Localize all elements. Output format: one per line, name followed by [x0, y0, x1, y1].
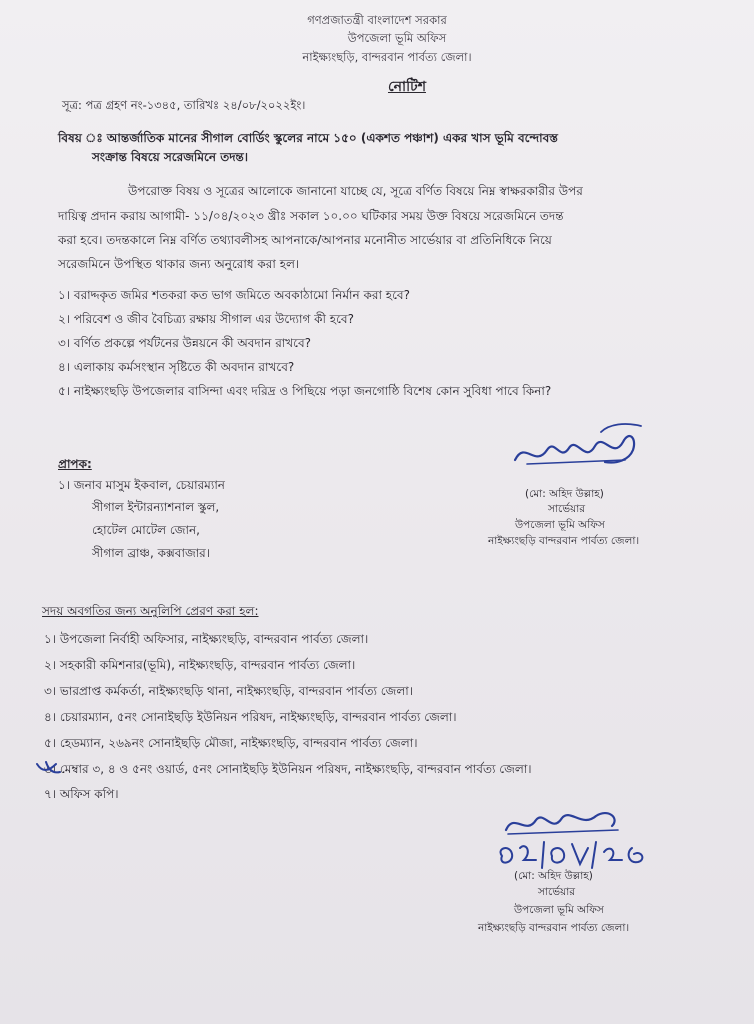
signatory-location: নাইক্ষ্যংছড়ি বান্দরবান পার্বত্য জেলা।: [478, 922, 630, 934]
copy-item: ২। সহকারী কমিশনার(ভূমি), নাইক্ষ্যংছড়ি, বান্দরবান পার্বত্য জেলা।: [44, 658, 356, 672]
question-item: ৩। বর্ণিত প্রকল্পে পর্যটনের উন্নয়নে কী অবদান রাখবে?: [58, 336, 312, 350]
header-office: উপজেলা ভূমি অফিস: [347, 31, 447, 45]
body-line-1: উপরোক্ত বিষয় ও সূত্রের আলোকে জানানো যাচ্ছে যে, সূত্রে বর্ণিত বিষয়ে নিম্ন স্বাক্ষরকারীর উপর: [128, 184, 583, 198]
signatory-office: উপজেলা ভূমি অফিস: [515, 519, 605, 531]
recipient-line-1: ১। জনাব মাসুম ইকবাল, চেয়ারম্যান: [58, 478, 225, 492]
notice-title: নোটিশ: [387, 79, 426, 95]
body-line-3: করা হবে। তদন্তকালে নিম্ন বর্ণিত তথ্যাবলীসহ আপনাকে/আপনার মনোনীত সার্ভেয়ার বা প্রতিনিধিকে নিয়ে: [58, 233, 552, 247]
subject-line-1: বিষয় ঃ আন্তর্জাতিক মানের সীগাল বোর্ডিং স্কুলের নামে ১৫০ (একশত পঞ্চাশ) একর খাস ভূমি বন্দোবস্ত: [58, 131, 558, 145]
body-line-4: সরেজমিনে উপস্থিত থাকার জন্য অনুরোধ করা হল।: [58, 257, 300, 271]
signatory-designation: সার্ভেয়ার: [538, 886, 576, 898]
signatory-name: (মো: অহিদ উল্লাহ): [525, 488, 604, 500]
subject-line-2: সংক্রান্ত বিষয়ে সরেজমিনে তদন্ত।: [92, 150, 249, 164]
recipient-line-4: সীগাল ব্রাঞ্চ, কক্সবাজার।: [92, 546, 211, 560]
reference-line: সূত্র: পত্র গ্রহণ নং-১৩৪৫, তারিখঃ ২৪/০৮/২০২২ইং।: [62, 98, 306, 112]
signatory-designation: সার্ভেয়ার: [548, 503, 586, 515]
signatory-office: উপজেলা ভূমি অফিস: [514, 904, 604, 916]
signatory-name: (মো: অহিদ উল্লাহ): [514, 870, 593, 882]
question-item: ৪। এলাকায় কর্মসংস্থান সৃষ্টিতে কী অবদান রাখবে?: [58, 360, 295, 374]
copy-item: ১। উপজেলা নির্বাহী অফিসার, নাইক্ষ্যংছড়ি, বান্দরবান পার্বত্য জেলা।: [44, 632, 369, 646]
recipient-line-2: সীগাল ইন্টারন্যাশনাল স্কুল,: [92, 500, 220, 514]
body-line-2: দায়িত্ব প্রদান করায় আগামী- ১১/০৪/২০২৩ খ্রীঃ সকাল ১০.০০ ঘটিকার সময় উক্ত বিষয়ে সরেজমিনে তদন্ত: [58, 209, 564, 223]
copy-item: ৭। অফিস কপি।: [44, 787, 119, 801]
question-item: ২। পরিবেশ ও জীব বৈচিত্র্য রক্ষায় সীগাল এর উদ্যোগ কী হবে?: [58, 312, 354, 326]
signature-scribble: [505, 420, 650, 480]
handwritten-mark-icon: [34, 758, 64, 778]
copy-item: ৩। ভারপ্রাপ্ত কর্মকর্তা, নাইক্ষ্যংছড়ি থানা, নাইক্ষ্যংছড়ি, বান্দরবান পার্বত্য জেলা।: [44, 684, 414, 698]
recipient-line-3: হোটেল মোটেল জোন,: [92, 523, 200, 537]
header-location: নাইক্ষ্যংছড়ি, বান্দরবান পার্বত্য জেলা।: [302, 50, 472, 64]
signatory-location: নাইক্ষ্যংছড়ি বান্দরবান পার্বত্য জেলা।: [488, 535, 640, 547]
signature-with-date-scribble: [492, 808, 662, 876]
question-item: ৫। নাইক্ষ্যংছড়ি উপজেলার বাসিন্দা এবং দরিদ্র ও পিছিয়ে পড়া জনগোষ্ঠি বিশেষ কোন সুবিধা পাবে কিনা?: [58, 384, 552, 398]
copy-item: ৫। হেডম্যান, ২৬৯নং সোনাইছড়ি মৌজা, নাইক্ষ্যংছড়ি, বান্দরবান পার্বত্য জেলা।: [44, 736, 418, 750]
copy-item: ৬। মেম্বার ৩, ৪ ও ৫নং ওয়ার্ড, ৫নং সোনাইছড়ি ইউনিয়ন পরিষদ, নাইক্ষ্যংছড়ি, বান্দরবান পার্বত্য জেলা।: [44, 762, 532, 776]
copy-heading: সদয় অবগতির জন্য অনুলিপি প্রেরণ করা হল:: [42, 604, 259, 618]
copy-item: ৪। চেয়ারম্যান, ৫নং সোনাইছড়ি ইউনিয়ন পরিষদ, নাইক্ষ্যংছড়ি, বান্দরবান পার্বত্য জেলা।: [44, 710, 457, 724]
question-item: ১। বরাদ্দকৃত জমির শতকরা কত ভাগ জমিতে অবকাঠামো নির্মান করা হবে?: [58, 288, 410, 302]
header-government: গণপ্রজাতন্ত্রী বাংলাদেশ সরকার: [307, 13, 447, 27]
recipient-label: প্রাপক:: [58, 457, 92, 471]
